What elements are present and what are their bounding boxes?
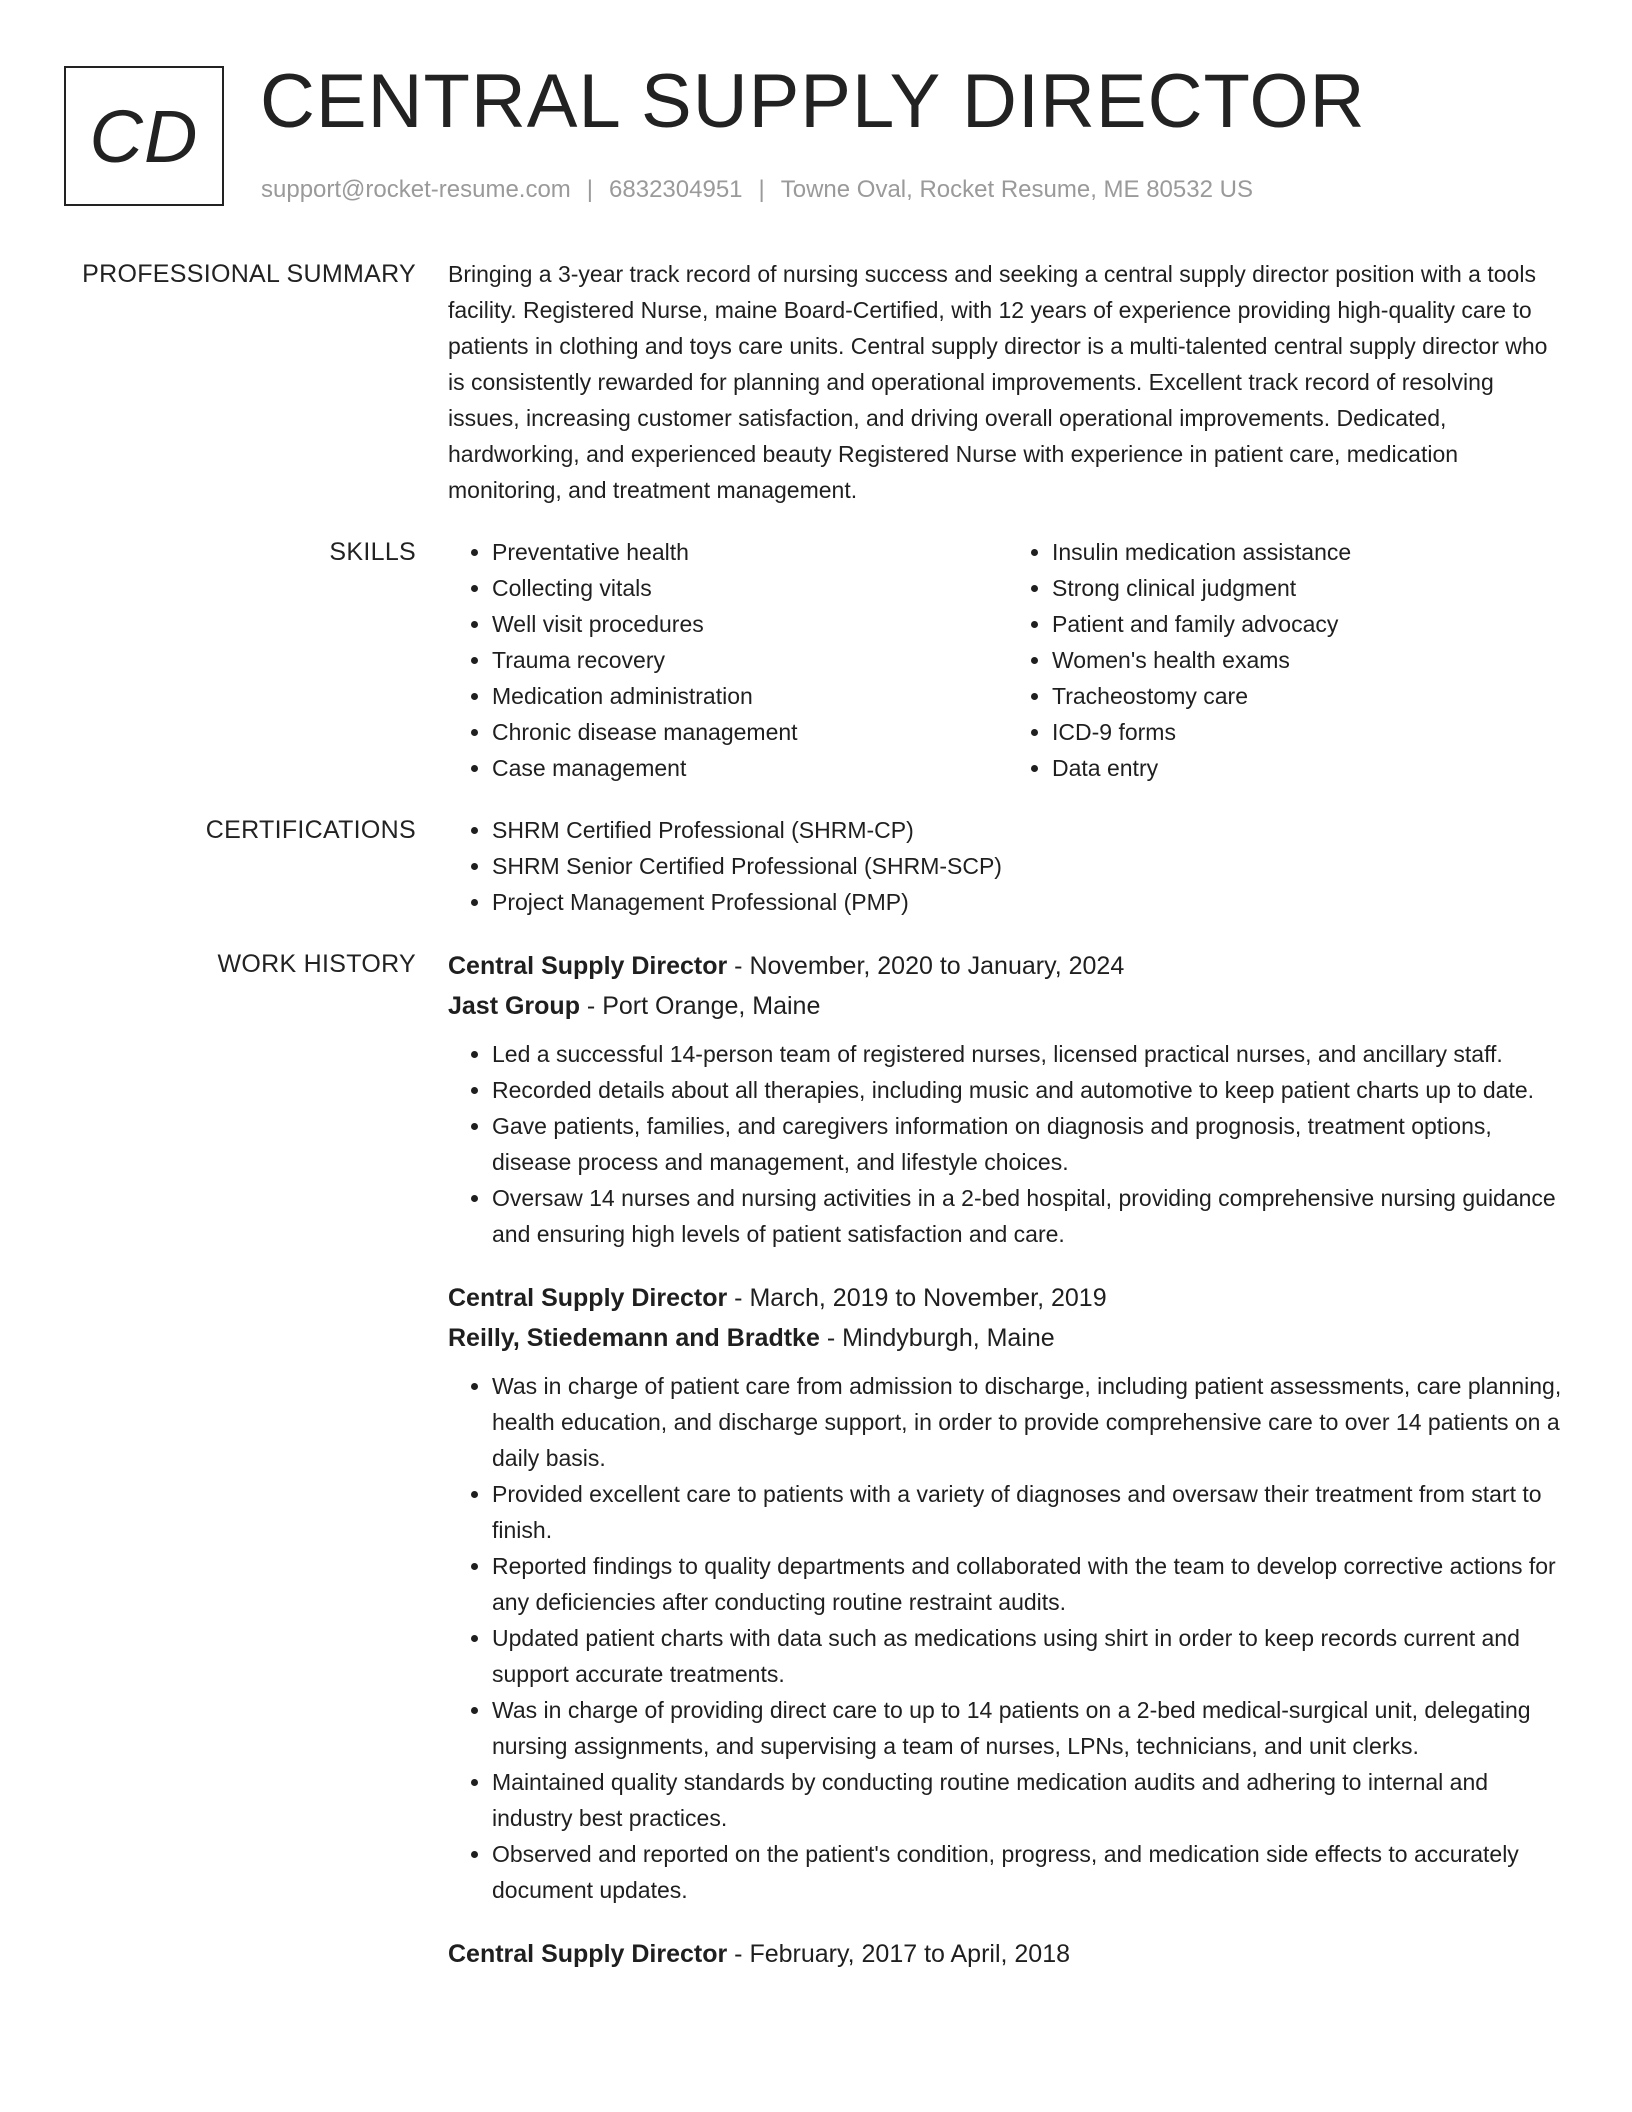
job-title-line: [448, 1934, 1568, 1974]
job-entry: [448, 1934, 1568, 1974]
job-title: Central Supply Director: [448, 952, 728, 980]
job-company-line: [448, 986, 1568, 1026]
skill-item: • Strong clinical judgment: [1052, 570, 1568, 606]
contact-address: Towne Oval, Rocket Resume, ME 80532 US: [780, 176, 1253, 203]
job-company: Reilly, Stiedemann and Bradtke: [448, 1324, 820, 1352]
job-company-line: [448, 1318, 1568, 1358]
job-title-line: [448, 1278, 1568, 1318]
skill-item: • Data entry: [1052, 750, 1568, 786]
job-bullet: • Gave patients, families, and caregivers information on diagnosis and prognosis, treatment options, disease process and management, and lifestyle choices.: [492, 1108, 1568, 1180]
job-dates: - March, 2019 to November, 2019: [727, 1284, 1107, 1312]
job-title: Central Supply Director: [448, 1284, 728, 1312]
job-dates: - November, 2020 to January, 2024: [727, 952, 1125, 980]
contact-email[interactable]: support@rocket-resume.com: [261, 176, 571, 203]
job-bullet: • Oversaw 14 nurses and nursing activities in a 2-bed hospital, providing comprehensive nursing guidance and ensuring high levels of patient satisfaction and care.: [492, 1180, 1568, 1252]
job-entry: [448, 1278, 1568, 1908]
skill-item: • ICD-9 forms: [1052, 714, 1568, 750]
job-bullets: [448, 1368, 1568, 1908]
job-title-line: [448, 946, 1568, 986]
work-history-section: [64, 946, 1568, 1974]
job-location: - Port Orange, Maine: [579, 992, 821, 1020]
job-bullet: • Reported findings to quality departments and collaborated with the team to develop corrective actions for any deficiencies after conducting routine restraint audits.: [492, 1548, 1568, 1620]
skill-item: • Women's health exams: [1052, 642, 1568, 678]
job-entry: [448, 946, 1568, 1252]
resume-header: [64, 59, 1584, 214]
job-bullet: • Was in charge of providing direct care to up to 14 patients on a 2-bed medical-surgical unit, delegating nursing assignments, and supervising a team of nurses, LPNs, technicians, and unit clerks.: [492, 1692, 1568, 1764]
contact-phone[interactable]: 6832304951: [609, 176, 743, 203]
contact-line: [261, 176, 1253, 204]
skill-item: • Tracheostomy care: [1052, 678, 1568, 714]
contact-separator: |: [758, 176, 765, 203]
monogram-logo: CD: [64, 66, 224, 206]
section-label-summary: PROFESSIONAL SUMMARY: [82, 260, 416, 288]
certifications-list: [448, 812, 1568, 920]
job-bullet: • Updated patient charts with data such as medications using shirt in order to keep records current and support accurate treatments.: [492, 1620, 1568, 1692]
skill-item: • Chronic disease management: [492, 714, 1008, 750]
skill-item: • Insulin medication assistance: [1052, 534, 1568, 570]
certifications-section: [64, 812, 1568, 920]
summary-text: Bringing a 3-year track record of nursing success and seeking a central supply director position with a tools facility. Registered Nurse, maine Board-Certified, with 12 years of experience providing high-quality care to patients in clothing and toys care units. Central supply director is a multi-talented central supply director who is consistently rewarded for planning and operational improvements. Excellent track record of resolving issues, increasing customer satisfaction, and driving overall operational improvements. Dedicated, hardworking, and experienced beauty Registered Nurse with experience in patient care, medication monitoring, and treatment management.: [448, 261, 1548, 503]
job-bullet: • Led a successful 14-person team of registered nurses, licensed practical nurses, and ancillary staff.: [492, 1036, 1568, 1072]
job-bullets: [448, 1036, 1568, 1252]
section-label-certifications: CERTIFICATIONS: [205, 816, 416, 844]
skills-section: [64, 534, 1568, 786]
skill-item: • Collecting vitals: [492, 570, 1008, 606]
job-bullet: • Provided excellent care to patients with a variety of diagnoses and oversaw their treatment from start to finish.: [492, 1476, 1568, 1548]
skill-item: • Well visit procedures: [492, 606, 1008, 642]
skills-list-left: [448, 534, 1008, 786]
job-bullet: • Recorded details about all therapies, including music and automotive to keep patient charts up to date.: [492, 1072, 1568, 1108]
job-company: Jast Group: [448, 992, 580, 1020]
job-bullet: • Was in charge of patient care from admission to discharge, including patient assessments, care planning, health education, and discharge support, in order to provide comprehensive care to over 14 patients on a daily basis.: [492, 1368, 1568, 1476]
certification-item: • SHRM Senior Certified Professional (SHRM-SCP): [492, 848, 1568, 884]
job-bullet: • Observed and reported on the patient's condition, progress, and medication side effects to accurately document updates.: [492, 1836, 1568, 1908]
skill-item: • Case management: [492, 750, 1008, 786]
job-bullet: • Maintained quality standards by conducting routine medication audits and adhering to internal and industry best practices.: [492, 1764, 1568, 1836]
job-location: - Mindyburgh, Maine: [819, 1324, 1055, 1352]
contact-separator: |: [586, 176, 594, 203]
summary-section: [64, 256, 1568, 508]
skill-item: • Patient and family advocacy: [1052, 606, 1568, 642]
page-title: CENTRAL SUPPLY DIRECTOR: [260, 59, 1366, 144]
certification-item: • SHRM Certified Professional (SHRM-CP): [492, 812, 1568, 848]
certification-item: • Project Management Professional (PMP): [492, 884, 1568, 920]
job-title: Central Supply Director: [448, 1940, 728, 1968]
skill-item: • Preventative health: [492, 534, 1008, 570]
job-dates: - February, 2017 to April, 2018: [727, 1940, 1071, 1968]
skills-list-right: [1008, 534, 1568, 786]
resume-body: [64, 256, 1568, 2000]
skill-item: • Medication administration: [492, 678, 1008, 714]
section-label-skills: SKILLS: [329, 538, 416, 566]
section-label-work-history: WORK HISTORY: [217, 950, 416, 978]
skill-item: • Trauma recovery: [492, 642, 1008, 678]
